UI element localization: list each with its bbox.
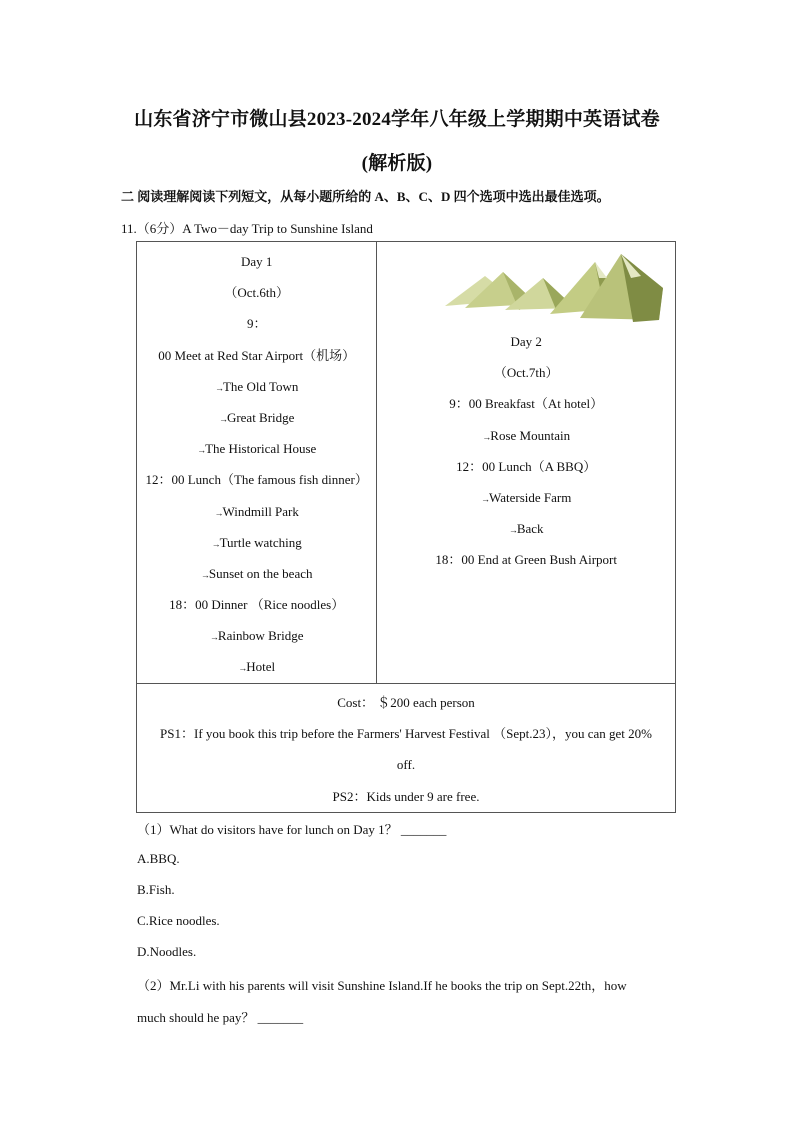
day1-heading: Day 1 — [240, 254, 273, 269]
option-d: D.Noodles. — [137, 944, 197, 959]
option-c: C.Rice noodles. — [137, 913, 220, 928]
day1-stop-turtle-watching: →Turtle watching — [211, 534, 302, 550]
cost-line: Cost： ＄200 each person — [337, 695, 475, 710]
day1-stop-old-town: →The Old Town — [214, 378, 299, 394]
day2-lunch: 12：00 Lunch（A BBQ） — [456, 458, 597, 474]
arrow-icon: → — [211, 538, 220, 549]
day1-stop-historical-house: →The Historical House — [197, 441, 317, 457]
document-subtitle: (解析版) — [361, 153, 433, 174]
ps1-line-continued: off. — [396, 757, 416, 773]
day1-date: （Oct.6th） — [224, 285, 290, 301]
arrow-icon: → — [209, 632, 218, 643]
itinerary-table — [136, 241, 676, 813]
question-2: （2）Mr.Li with his parents will visit Sunshine Island.If he books the trip on Sept.22th，how — [137, 978, 627, 993]
day1-stop-sunset: →Sunset on the beach — [200, 565, 313, 581]
day2-end: 18：00 End at Green Bush Airport — [435, 552, 617, 568]
arrow-icon: → — [214, 507, 223, 518]
day2-stop-waterside-farm: →Waterside Farm — [481, 489, 572, 505]
day1-dinner: 18：00 Dinner （Rice noodles） — [169, 597, 345, 613]
day1-stop-rainbow-bridge: →Rainbow Bridge — [209, 628, 304, 644]
arrow-icon: → — [200, 569, 209, 580]
day2-breakfast: 9：00 Breakfast（At hotel） — [449, 396, 604, 412]
question-1: （1）What do visitors have for lunch on Day 1？ _______ — [137, 822, 447, 837]
day1-time: 9： — [246, 316, 267, 332]
document-title: 山东省济宁市微山县2023-2024学年八年级上学期期中英语试卷 — [134, 109, 660, 130]
day1-stop-windmill-park: →Windmill Park — [214, 503, 299, 519]
day2-date: （Oct.7th） — [493, 365, 559, 381]
day2-stop-back: →Back — [508, 521, 544, 537]
day2-stop-rose-mountain: →Rose Mountain — [482, 427, 571, 443]
arrow-icon: → — [482, 431, 491, 442]
section-heading: 二 阅读理解阅读下列短文，从每小题所给的 A、B、C、D 四个选项中选出最佳选项。 — [121, 189, 610, 204]
day1-cell — [137, 242, 377, 684]
day1-meet: 00 Meet at Red Star Airport（机场） — [158, 347, 356, 363]
day2-heading: Day 2 — [510, 334, 542, 349]
ps2-line: PS2：Kids under 9 are free. — [332, 788, 480, 804]
day1-stop-great-bridge: →Great Bridge — [218, 409, 295, 425]
day1-lunch: 12：00 Lunch（The famous fish dinner） — [145, 472, 368, 488]
day2-cell — [377, 242, 676, 684]
arrow-icon: → — [508, 525, 517, 536]
arrow-icon: → — [481, 493, 490, 504]
arrow-icon: → — [214, 382, 223, 393]
cost-cell — [137, 684, 676, 813]
arrow-icon: → — [218, 413, 227, 424]
day1-stop-hotel: →Hotel — [238, 659, 276, 675]
ps1-line: PS1：If you book this trip before the Farmers' Harvest Festival （Sept.23），you can get 20% — [160, 726, 652, 742]
question-header: 11.（6分）A Two－day Trip to Sunshine Island — [121, 221, 373, 236]
option-a: A.BBQ. — [137, 851, 180, 866]
question-2-continued: much should he pay？ _______ — [137, 1010, 304, 1025]
mountains-illustration — [445, 248, 663, 324]
option-b: B.Fish. — [137, 882, 175, 897]
arrow-icon: → — [238, 663, 247, 674]
arrow-icon: → — [197, 445, 206, 456]
